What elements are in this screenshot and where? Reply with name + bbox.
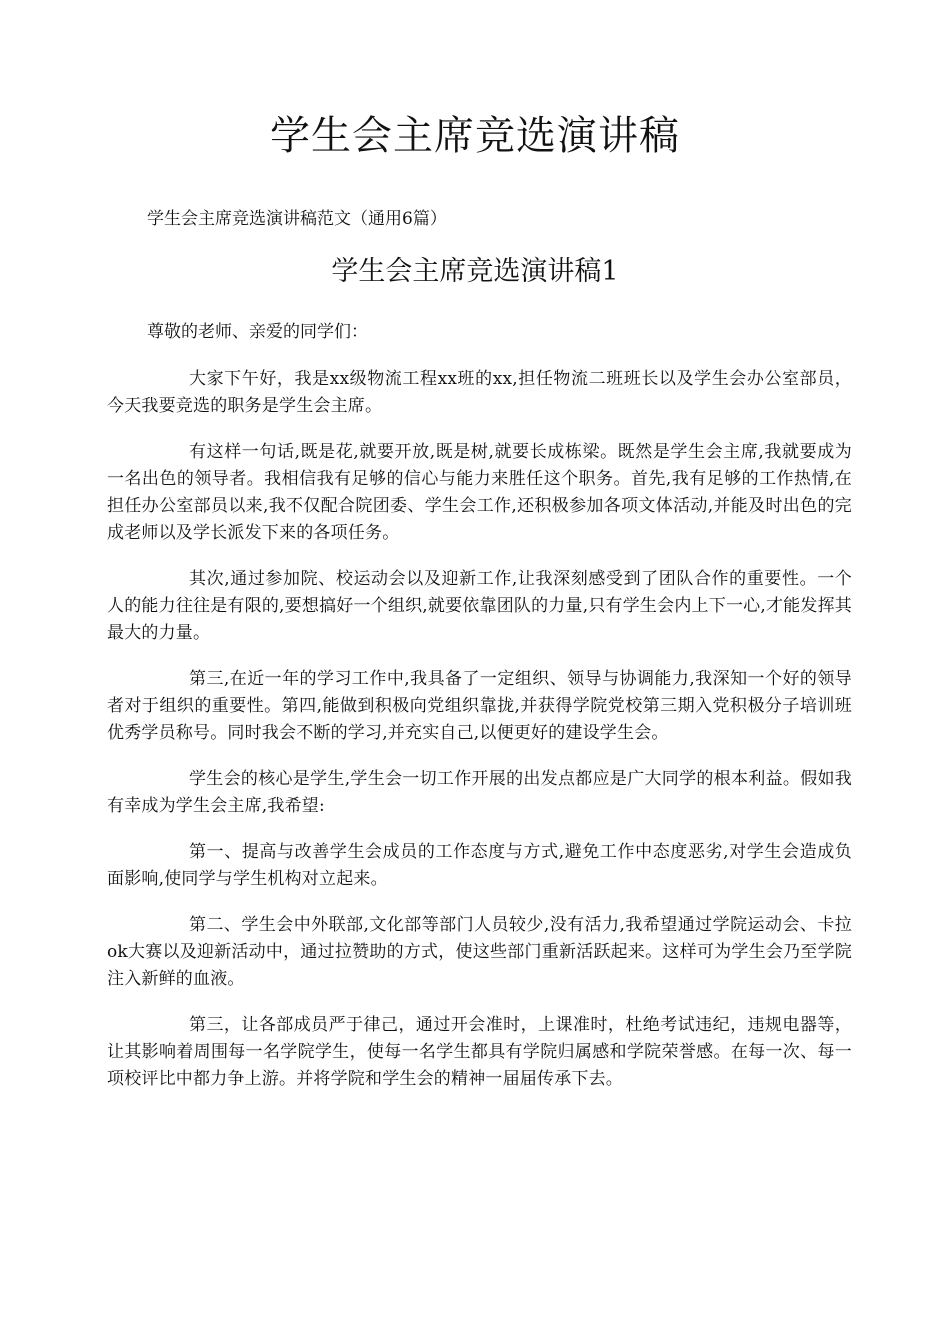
paragraph: 第三,在近一年的学习工作中,我具备了一定组织、领导与协调能力,我深知一个好的领导者对于组织的重要性。第四,能做到积极向党组织靠拢,并获得学院党校第三期入党积极分子培训班优秀学员称号。同时我会不断的学习,并充实自己,以便更好的建设学生会。 <box>107 669 852 743</box>
paragraph: 第一、提高与改善学生会成员的工作态度与方式,避免工作中态度恶劣,对学生会造成负面影响,使同学与学生机构对立起来。 <box>107 842 852 889</box>
paragraph: 其次,通过参加院、校运动会以及迎新工作,让我深刻感受到了团队合作的重要性。一个人的能力往往是有限的,要想搞好一个组织,就要依靠团队的力量,只有学生会内上下一心,才能发挥其最大的力量。 <box>107 569 852 643</box>
salutation: 尊敬的老师、亲爱的同学们： <box>147 322 368 342</box>
paragraph: 学生会的核心是学生,学生会一切工作开展的出发点都应是广大同学的根本利益。假如我有幸成为学生会主席,我希望: <box>107 769 852 816</box>
document-subtitle: 学生会主席竞选演讲稿范文（通用6篇） <box>147 209 447 229</box>
speech-body <box>107 366 852 1112</box>
paragraph: 第二、学生会中外联部,文化部等部门人员较少,没有活力,我希望通过学院运动会、卡拉ok大赛以及迎新活动中，通过拉赞助的方式，使这些部门重新活跃起来。这样可为学生会乃至学院注入新鲜的血液。 <box>107 915 852 989</box>
document-title: 学生会主席竞选演讲稿 <box>270 113 680 159</box>
paragraph: 第三，让各部成员严于律己，通过开会准时，上课准时，杜绝考试违纪，违规电器等，让其影响着周围每一名学院学生，使每一名学生都具有学院归属感和学院荣誉感。在每一次、每一项校评比中都力争上游。并将学院和学生会的精神一届届传承下去。 <box>107 1015 852 1089</box>
paragraph: 有这样一句话,既是花,就要开放,既是树,就要长成栋梁。既然是学生会主席,我就要成为一名出色的领导者。我相信我有足够的信心与能力来胜任这个职务。首先,我有足够的工作热情,在担任办公室部员以来,我不仅配合院团委、学生会工作,还积极参加各项文体活动,并能及时出色的完成老师以及学长派发下来的各项任务。 <box>107 442 852 543</box>
section-title: 学生会主席竞选演讲稿1 <box>331 256 619 287</box>
paragraph: 大家下午好，我是xx级物流工程xx班的xx,担任物流二班班长以及学生会办公室部员，今天我要竞选的职务是学生会主席。 <box>107 369 852 416</box>
